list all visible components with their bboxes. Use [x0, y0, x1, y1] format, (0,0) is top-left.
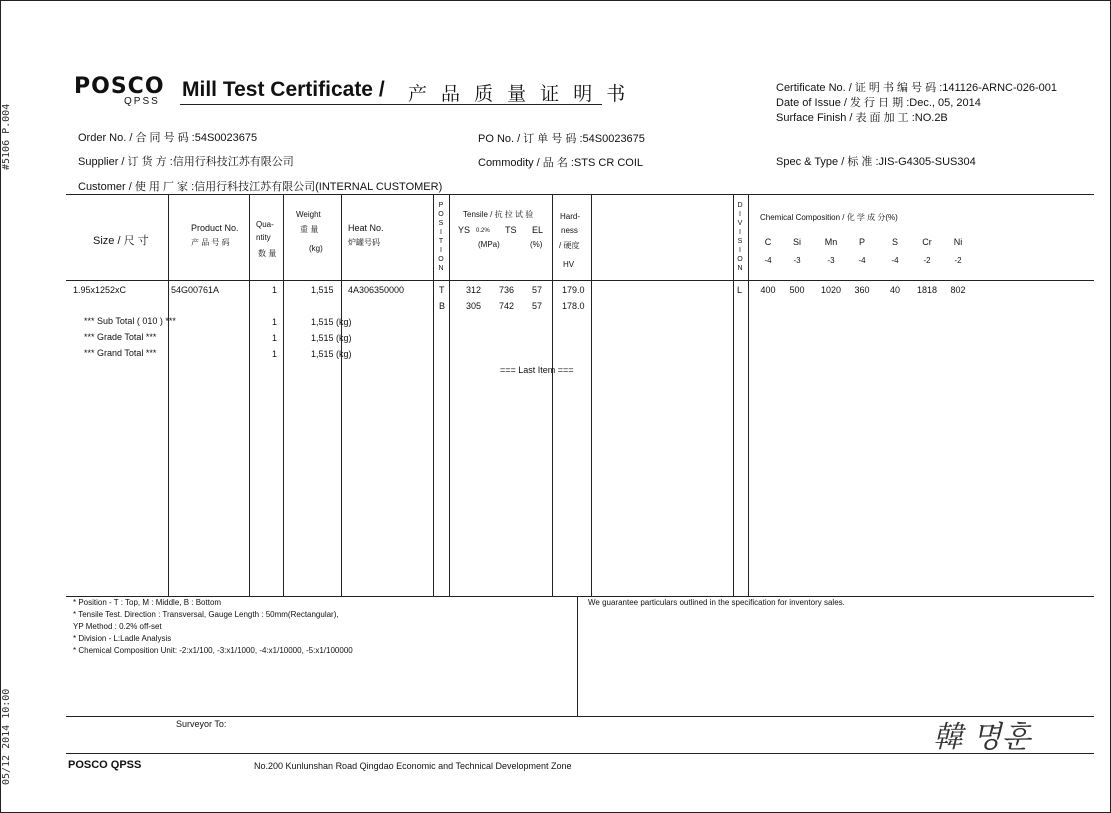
- tensile-el-t: 57: [532, 285, 543, 295]
- col-mpa: (MPa): [478, 240, 500, 249]
- order-no: Order No. / 合 同 号 码 :54S0023675: [78, 132, 258, 144]
- col-product-no: Product No.: [191, 223, 239, 233]
- col-divider-6: [449, 194, 450, 596]
- title-underline: [180, 104, 602, 105]
- col-divider-3: [283, 194, 284, 596]
- tensile-ts-b: 742: [499, 301, 515, 311]
- chem-unit-si: -3: [793, 256, 801, 265]
- tensile-hv-b: 178.0: [562, 301, 585, 311]
- col-ts: TS: [505, 225, 517, 235]
- col-tensile: Tensile / 抗 拉 试 验: [463, 210, 534, 219]
- total-qty-grand: 1: [272, 349, 278, 359]
- col-divider-9: [733, 194, 734, 596]
- chem-value-c: 400: [760, 285, 776, 295]
- posco-logo: POSCO: [74, 74, 165, 99]
- col-ntity: ntity: [256, 233, 271, 242]
- commodity: Commodity / 品 名 :STS CR COIL: [478, 157, 644, 169]
- chem-unit-ni: -2: [954, 256, 962, 265]
- col-ys-offset: 0.2%: [476, 228, 490, 234]
- table-bottom-line: [66, 596, 1094, 597]
- col-divider-5: [433, 194, 434, 596]
- note-chem-unit: * Chemical Composition Unit: -2:x1/100, -3:x1/1000, -4:x1/10000, -5:x1/100000: [73, 646, 353, 655]
- col-weight-unit: (kg): [309, 244, 323, 253]
- col-divider-2: [249, 194, 250, 596]
- tensile-ys-b: 305: [466, 301, 482, 311]
- note-position: * Position - T : Top, M : Middle, B : Bottom: [73, 598, 222, 607]
- chem-element-cr: Cr: [922, 237, 932, 247]
- chem-value-ni: 802: [950, 285, 966, 295]
- chem-element-s: S: [891, 237, 898, 247]
- date-of-issue: Date of Issue / 发 行 日 期 :Dec., 05, 2014: [776, 97, 981, 109]
- title-en: Mill Test Certificate /: [182, 78, 385, 101]
- guarantee-text: We guarantee particulars outlined in the specification for inventory sales.: [588, 598, 845, 607]
- col-weight: Weight: [296, 210, 321, 219]
- note-yp-method: YP Method : 0.2% off-set: [73, 622, 162, 631]
- chem-value-s: 40: [889, 285, 900, 295]
- chem-element-mn: Mn: [824, 237, 838, 247]
- total-weight-grand: 1,515 (kg): [311, 349, 352, 359]
- tensile-ts-t: 736: [499, 285, 515, 295]
- footer-company: POSCO QPSS: [68, 759, 142, 771]
- footer-top-line: [66, 753, 1094, 754]
- col-divider-10: [748, 194, 749, 596]
- col-qua: Qua-: [256, 220, 274, 229]
- tensile-ys-t: 312: [466, 285, 482, 295]
- col-el: EL: [532, 225, 544, 235]
- table-top-line: [66, 194, 1094, 195]
- table-header-line: [66, 280, 1094, 281]
- tensile-el-b: 57: [532, 301, 543, 311]
- fax-header-top: #5106 P.004: [1, 103, 12, 170]
- total-weight-grade: 1,515 (kg): [311, 333, 352, 343]
- chem-value-p: 360: [854, 285, 870, 295]
- col-qty-cn: 数 量: [258, 249, 277, 258]
- col-size: Size / 尺 寸: [93, 235, 149, 247]
- tensile-hv-t: 179.0: [562, 285, 585, 295]
- title-cn: 产 品 质 量 证 明 书: [408, 83, 630, 105]
- row-division: L: [737, 285, 743, 295]
- certificate-no: Certificate No. / 证 明 书 编 号 码 :141126-ARNC-026-001: [776, 82, 1058, 94]
- chem-value-si: 500: [789, 285, 805, 295]
- col-hard-cn: / 硬度: [559, 241, 580, 250]
- supplier: Supplier / 订 货 方 :信用行科技江苏有限公司: [78, 156, 294, 168]
- col-ys: YS: [458, 225, 471, 235]
- tensile-pos-b: B: [439, 301, 446, 311]
- spec-type: Spec & Type / 标 准 :JIS-G4305-SUS304: [776, 156, 976, 168]
- col-divider-4: [341, 194, 342, 596]
- notes-divider: [577, 596, 578, 716]
- total-weight-sub: 1,515 (kg): [311, 317, 352, 327]
- surveyor-label: Surveyor To:: [176, 719, 227, 729]
- chem-unit-mn: -3: [827, 256, 835, 265]
- col-ness: ness: [561, 226, 578, 235]
- col-hard: Hard-: [560, 212, 581, 221]
- col-heat-no: Heat No.: [348, 223, 384, 233]
- chem-element-p: P: [858, 237, 865, 247]
- col-weight-cn: 重 量: [300, 225, 319, 234]
- col-divider-7: [552, 194, 553, 596]
- fax-header-bottom: 05/12 2014 10:00: [1, 688, 12, 785]
- col-division-vertical: D I V I S I O N: [737, 202, 743, 272]
- qpss-logo-sub: QPSS: [124, 96, 160, 107]
- surveyor-signature: 韓 명훈: [933, 720, 1031, 755]
- total-label-grand: *** Grand Total ***: [84, 348, 157, 358]
- col-position-vertical: P O S I T I O N: [438, 202, 444, 272]
- footer-address: No.200 Kunlunshan Road Qingdao Economic and Technical Development Zone: [254, 761, 572, 771]
- tensile-pos-t: T: [439, 285, 445, 295]
- row-product-no: 54G00761A: [171, 285, 220, 295]
- chem-value-cr: 1818: [916, 285, 938, 295]
- chem-element-c: C: [764, 237, 772, 247]
- row-size: 1.95x1252xC: [73, 285, 127, 295]
- chem-value-mn: 1020: [820, 285, 842, 295]
- total-label-grade: *** Grade Total ***: [84, 332, 157, 342]
- chem-unit-c: -4: [764, 256, 772, 265]
- row-heat-no: 4A306350000: [348, 285, 405, 295]
- chem-unit-cr: -2: [923, 256, 931, 265]
- total-qty-sub: 1: [272, 317, 278, 327]
- surface-finish: Surface Finish / 表 面 加 工 :NO.2B: [776, 112, 948, 124]
- last-item: === Last Item ===: [500, 365, 574, 375]
- chem-unit-p: -4: [858, 256, 866, 265]
- col-divider-1: [168, 194, 169, 596]
- note-tensile: * Tensile Test. Direction : Transversal, Gauge Length : 50mm(Rectangular),: [73, 610, 339, 619]
- chem-element-ni: Ni: [953, 237, 963, 247]
- chem-element-si: Si: [792, 237, 801, 247]
- total-qty-grade: 1: [272, 333, 278, 343]
- customer: Customer / 使 用 厂 家 :信用行科技江苏有限公司(INTERNAL CUSTOMER): [78, 181, 443, 193]
- row-weight: 1,515: [311, 285, 334, 295]
- col-heat-no-cn: 炉罐号码: [348, 238, 380, 247]
- col-product-no-cn: 产 品 号 码: [191, 238, 230, 247]
- col-pct: (%): [530, 240, 543, 249]
- col-hv: HV: [563, 260, 575, 269]
- col-divider-8: [591, 194, 592, 596]
- note-division: * Division - L:Ladle Analysis: [73, 634, 172, 643]
- po-no: PO No. / 订 单 号 码 :54S0023675: [478, 133, 645, 145]
- total-label-sub: *** Sub Total ( 010 ) ***: [84, 316, 176, 326]
- row-quantity: 1: [272, 285, 278, 295]
- chem-unit-s: -4: [891, 256, 899, 265]
- col-chem-title: Chemical Composition / 化 学 成 分(%): [760, 213, 898, 222]
